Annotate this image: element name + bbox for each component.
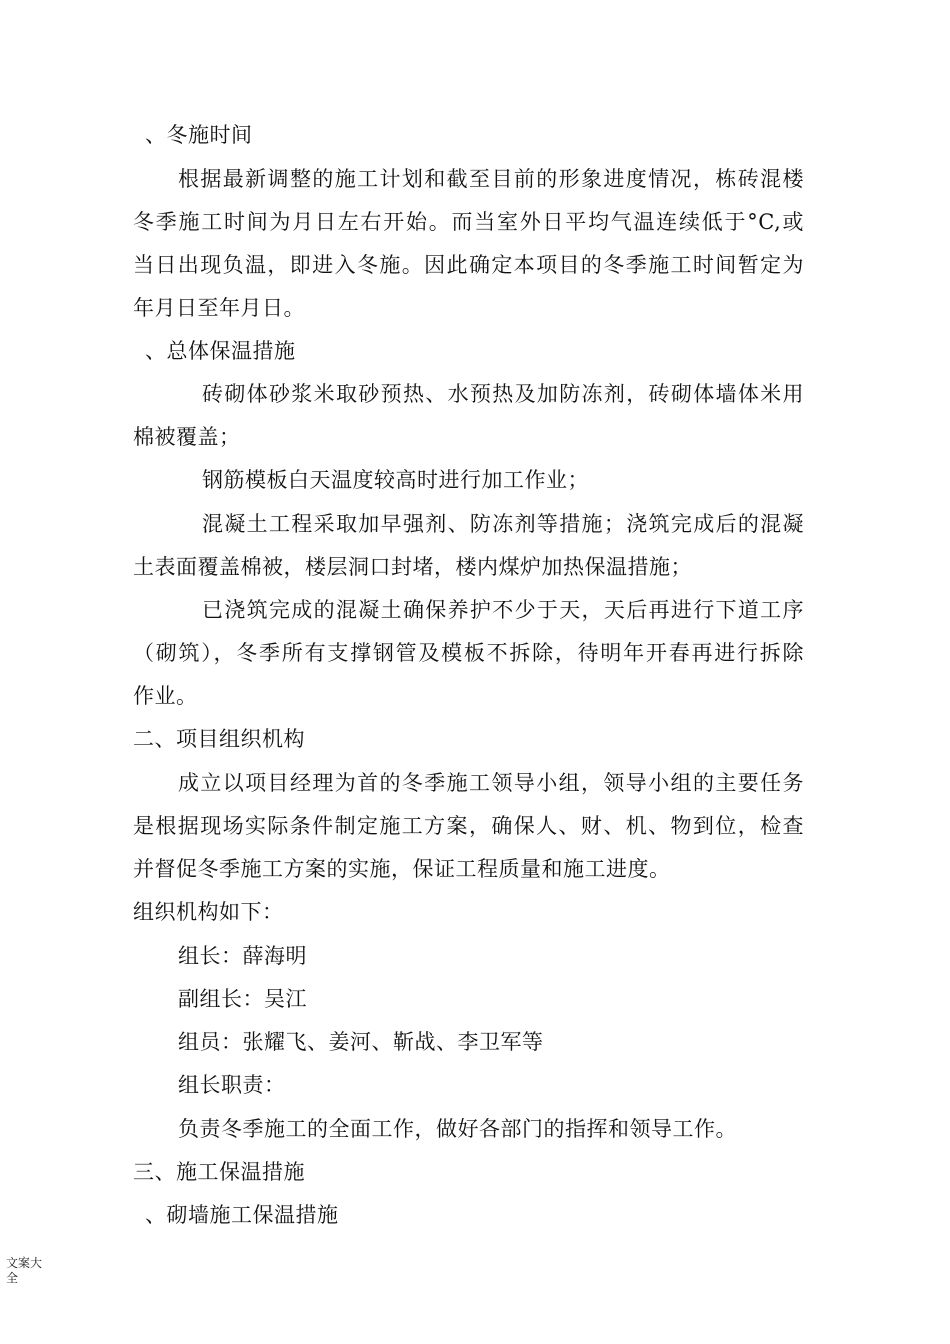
paragraph-line: 冬季施工时间为月日左右开始。而当室外日平均气温连续低于°C,或 bbox=[133, 210, 804, 234]
deputy-leader-line: 副组长：吴江 bbox=[178, 987, 307, 1011]
paragraph-line: （砌筑），冬季所有支撑钢管及模板不拆除，待明年开春再进行拆除 bbox=[133, 641, 804, 665]
leader-duties-heading: 组长职责： bbox=[178, 1073, 286, 1097]
paragraph-line: 作业。 bbox=[133, 684, 198, 708]
paragraph-line: 土表面覆盖棉被，楼层洞口封堵，楼内煤炉加热保温措施； bbox=[133, 555, 692, 579]
paragraph-line: 是根据现场实际条件制定施工方案，确保人、财、机、物到位，检查 bbox=[133, 814, 804, 838]
paragraph-line: 混凝土工程采取加早强剂、防冻剂等措施；浇筑完成后的混凝 bbox=[202, 512, 804, 536]
section-heading-construction-insulation: 三、施工保温措施 bbox=[133, 1160, 305, 1184]
subsection-heading-masonry: 、砌墙施工保温措施 bbox=[145, 1203, 339, 1227]
footer-label: 文案大全 bbox=[6, 1256, 43, 1285]
section-heading-insulation: 、总体保温措施 bbox=[145, 339, 296, 363]
paragraph-line: 当日出现负温，即进入冬施。因此确定本项目的冬季施工时间暂定为 bbox=[133, 253, 804, 277]
paragraph-line: 根据最新调整的施工计划和截至目前的形象进度情况，栋砖混楼 bbox=[178, 167, 804, 191]
paragraph-line: 并督促冬季施工方案的实施，保证工程质量和施工进度。 bbox=[133, 857, 671, 881]
section-heading-winter-time: 、冬施时间 bbox=[145, 123, 253, 147]
paragraph-line: 年月日至年月日。 bbox=[133, 296, 305, 320]
paragraph-line: 已浇筑完成的混凝土确保养护不少于天，天后再进行下道工序 bbox=[202, 598, 804, 622]
paragraph-line: 钢筋模板白天温度较高时进行加工作业； bbox=[202, 468, 589, 492]
members-line: 组员：张耀飞、姜河、靳战、李卫军等 bbox=[178, 1030, 544, 1054]
paragraph-line: 棉被覆盖； bbox=[133, 425, 241, 449]
leader-duties-text: 负责冬季施工的全面工作，做好各部门的指挥和领导工作。 bbox=[178, 1117, 737, 1141]
section-heading-organization: 二、项目组织机构 bbox=[133, 727, 305, 751]
paragraph-line: 成立以项目经理为首的冬季施工领导小组，领导小组的主要任务 bbox=[178, 771, 804, 795]
leader-line: 组长：薛海明 bbox=[178, 944, 307, 968]
paragraph-line: 砖砌体砂浆米取砂预热、水预热及加防冻剂，砖砌体墙体米用 bbox=[202, 382, 804, 406]
paragraph-line: 组织机构如下： bbox=[133, 900, 284, 924]
